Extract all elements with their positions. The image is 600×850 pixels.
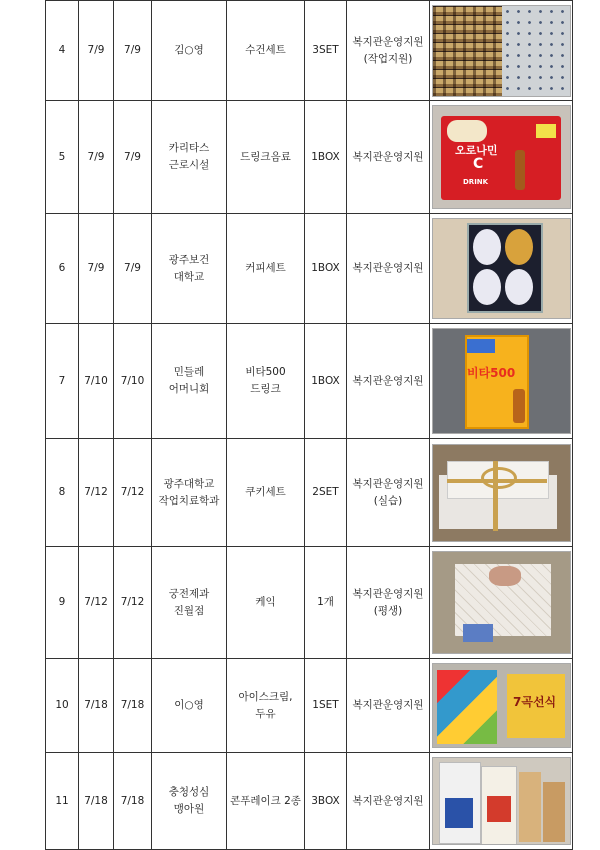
photo-cell [430,439,573,547]
receive-date-cell: 7/10 [79,324,114,439]
table-row [46,753,573,850]
row-number-cell: 9 [46,547,79,659]
photo-cell [430,101,573,214]
donor-cell: 민들레 어머니회 [152,324,227,439]
quantity-cell: 3BOX [305,753,347,850]
item-cell: 수건세트 [227,1,305,101]
icecream-photo [432,663,571,748]
donor-cell: 궁전제과 진월점 [152,547,227,659]
usage-cell: 복지관운영지원 (작업지원) [347,1,430,101]
vita500-box-photo [432,328,571,434]
photo-cell [430,1,573,101]
receive-date-cell: 7/18 [79,753,114,850]
use-date-cell: 7/9 [114,1,152,101]
item-cell: 케익 [227,547,305,659]
cornflake-photo [432,757,571,845]
row-number-cell: 8 [46,439,79,547]
photo-cell [430,324,573,439]
row-number-cell: 6 [46,214,79,324]
row-number-cell: 7 [46,324,79,439]
usage-cell: 복지관운영지원 (실습) [347,439,430,547]
donor-cell: 광주보건 대학교 [152,214,227,324]
use-date-cell: 7/12 [114,439,152,547]
quantity-cell: 1BOX [305,101,347,214]
quantity-cell: 1BOX [305,214,347,324]
usage-cell: 복지관운영지원 [347,659,430,753]
table-row [46,547,573,659]
quantity-cell: 1BOX [305,324,347,439]
usage-cell: 복지관운영지원 [347,753,430,850]
photo-cell [430,214,573,324]
quantity-cell: 1개 [305,547,347,659]
item-cell: 아이스크림, 두유 [227,659,305,753]
usage-cell: 복지관운영지원 (평생) [347,547,430,659]
donor-cell: 카리타스 근로시설 [152,101,227,214]
item-cell: 커피세트 [227,214,305,324]
cake-box-photo [432,551,571,654]
donation-table [45,0,573,850]
photo-label: 7곡선식 [513,695,557,709]
item-cell: 쿠키세트 [227,439,305,547]
table-row [46,214,573,324]
photo-label: 비타500 [467,366,516,380]
receive-date-cell: 7/9 [79,1,114,101]
donor-cell: 이○영 [152,659,227,753]
table-row [46,659,573,753]
use-date-cell: 7/18 [114,659,152,753]
quantity-cell: 3SET [305,1,347,101]
photo-label: DRINK [463,178,489,186]
quantity-cell: 1SET [305,659,347,753]
usage-cell: 복지관운영지원 [347,324,430,439]
table-row [46,324,573,439]
towel-set-photo [432,5,571,97]
table-row [46,1,573,101]
row-number-cell: 11 [46,753,79,850]
row-number-cell: 10 [46,659,79,753]
use-date-cell: 7/9 [114,214,152,324]
receive-date-cell: 7/9 [79,214,114,324]
use-date-cell: 7/9 [114,101,152,214]
use-date-cell: 7/12 [114,547,152,659]
table-row [46,101,573,214]
donor-cell: 김○영 [152,1,227,101]
row-number-cell: 4 [46,1,79,101]
usage-cell: 복지관운영지원 [347,214,430,324]
receive-date-cell: 7/18 [79,659,114,753]
donor-cell: 광주대학교 작업치료학과 [152,439,227,547]
donor-cell: 충청성심 맹아원 [152,753,227,850]
quantity-cell: 2SET [305,439,347,547]
item-cell: 콘푸레이크 2종 [227,753,305,850]
use-date-cell: 7/10 [114,324,152,439]
photo-cell [430,547,573,659]
photo-cell [430,753,573,850]
receive-date-cell: 7/12 [79,439,114,547]
photo-label: C [473,156,484,172]
photo-cell [430,659,573,753]
receive-date-cell: 7/12 [79,547,114,659]
use-date-cell: 7/18 [114,753,152,850]
item-cell: 비타500 드링크 [227,324,305,439]
cookie-gift-photo [432,444,571,542]
photo-label: 오로나민 [455,144,498,157]
drink-box-photo [432,105,571,209]
receive-date-cell: 7/9 [79,101,114,214]
row-number-cell: 5 [46,101,79,214]
usage-cell: 복지관운영지원 [347,101,430,214]
coffee-set-photo [432,218,571,319]
table-row [46,439,573,547]
item-cell: 드링크음료 [227,101,305,214]
